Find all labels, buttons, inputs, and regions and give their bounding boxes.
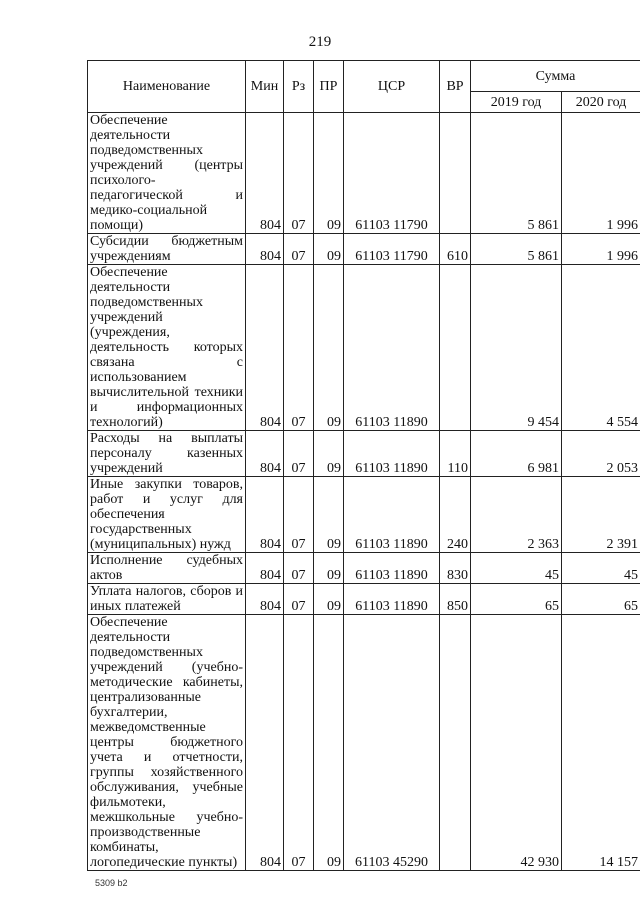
row-rz: 07 xyxy=(284,477,314,553)
row-pr: 09 xyxy=(314,234,344,265)
row-pr: 09 xyxy=(314,615,344,871)
row-min: 804 xyxy=(246,265,284,431)
row-name: Обеспечение деятельности подведомственных учреждений (учреждения, деятельность которых связана с использованием вычислительной техники и информационных технологий) xyxy=(88,265,246,431)
header-sum: Сумма xyxy=(471,61,640,92)
row-vr xyxy=(440,615,471,871)
row-sum-2020: 14 157 xyxy=(562,615,640,871)
row-min: 804 xyxy=(246,553,284,584)
row-csr: 61103 11890 xyxy=(344,553,440,584)
row-rz: 07 xyxy=(284,584,314,615)
row-min: 804 xyxy=(246,615,284,871)
row-sum-2020: 1 996 xyxy=(562,113,640,234)
row-vr xyxy=(440,113,471,234)
row-sum-2020: 2 391 xyxy=(562,477,640,553)
row-rz: 07 xyxy=(284,553,314,584)
footer-code: 5309 b2 xyxy=(95,878,128,888)
row-name: Иные закупки товаров, работ и услуг для обеспечения государственных (муниципальных) нужд xyxy=(88,477,246,553)
row-rz: 07 xyxy=(284,615,314,871)
table-row xyxy=(88,234,640,265)
row-csr: 61103 11890 xyxy=(344,265,440,431)
page-number: 219 xyxy=(308,34,332,50)
row-min: 804 xyxy=(246,477,284,553)
row-pr: 09 xyxy=(314,584,344,615)
row-csr: 61103 11790 xyxy=(344,113,440,234)
table-row xyxy=(88,265,640,431)
header-year-2019: 2019 год xyxy=(471,92,562,113)
row-rz: 07 xyxy=(284,431,314,477)
row-vr: 850 xyxy=(440,584,471,615)
row-sum-2020: 45 xyxy=(562,553,640,584)
table-row xyxy=(88,113,640,234)
row-min: 804 xyxy=(246,234,284,265)
row-pr: 09 xyxy=(314,477,344,553)
row-name: Расходы на выплаты персоналу казенных учреждений xyxy=(88,431,246,477)
row-sum-2019: 65 xyxy=(471,584,562,615)
header-vr: ВР xyxy=(440,61,471,113)
row-name: Субсидии бюджетным учреждениям xyxy=(88,234,246,265)
row-rz: 07 xyxy=(284,113,314,234)
row-min: 804 xyxy=(246,113,284,234)
header-year-2020: 2020 год xyxy=(562,92,640,113)
row-vr: 610 xyxy=(440,234,471,265)
row-sum-2020: 1 996 xyxy=(562,234,640,265)
row-csr: 61103 45290 xyxy=(344,615,440,871)
row-vr: 830 xyxy=(440,553,471,584)
header-min: Мин xyxy=(246,61,284,113)
header-name: Наименование xyxy=(88,61,246,113)
row-sum-2019: 5 861 xyxy=(471,234,562,265)
budget-table xyxy=(87,60,640,871)
row-sum-2019: 9 454 xyxy=(471,265,562,431)
row-sum-2019: 2 363 xyxy=(471,477,562,553)
row-pr: 09 xyxy=(314,431,344,477)
row-rz: 07 xyxy=(284,265,314,431)
row-pr: 09 xyxy=(314,265,344,431)
row-sum-2019: 5 861 xyxy=(471,113,562,234)
row-csr: 61103 11790 xyxy=(344,234,440,265)
row-csr: 61103 11890 xyxy=(344,584,440,615)
row-name: Уплата налогов, сборов и иных платежей xyxy=(88,584,246,615)
row-rz: 07 xyxy=(284,234,314,265)
row-min: 804 xyxy=(246,431,284,477)
row-vr xyxy=(440,265,471,431)
row-name: Обеспечение деятельности подведомственных учреждений (центры психолого-педагогической и медико-социальной помощи) xyxy=(88,113,246,234)
row-pr: 09 xyxy=(314,553,344,584)
table-row xyxy=(88,431,640,477)
row-sum-2019: 6 981 xyxy=(471,431,562,477)
table-row xyxy=(88,477,640,553)
row-csr: 61103 11890 xyxy=(344,477,440,553)
table-body xyxy=(88,113,640,871)
row-vr: 240 xyxy=(440,477,471,553)
row-pr: 09 xyxy=(314,113,344,234)
table-header xyxy=(88,61,640,113)
row-min: 804 xyxy=(246,584,284,615)
row-csr: 61103 11890 xyxy=(344,431,440,477)
row-name: Исполнение судебных актов xyxy=(88,553,246,584)
header-csr: ЦСР xyxy=(344,61,440,113)
row-sum-2019: 42 930 xyxy=(471,615,562,871)
row-sum-2019: 45 xyxy=(471,553,562,584)
row-sum-2020: 4 554 xyxy=(562,265,640,431)
row-sum-2020: 2 053 xyxy=(562,431,640,477)
row-vr: 110 xyxy=(440,431,471,477)
table-row xyxy=(88,584,640,615)
header-rz: Рз xyxy=(284,61,314,113)
row-name: Обеспечение деятельности подведомственных учреждений (учебно-методические кабинеты, централизованные бухгалтерии, межведомственные центры бюджетного учета и отчетности, группы хозяйственного обслуживания, учебные фильмотеки, межшкольные учебно-производственные комбинаты, логопедические пункты) xyxy=(88,615,246,871)
header-pr: ПР xyxy=(314,61,344,113)
table-row xyxy=(88,553,640,584)
table-row xyxy=(88,615,640,871)
row-sum-2020: 65 xyxy=(562,584,640,615)
